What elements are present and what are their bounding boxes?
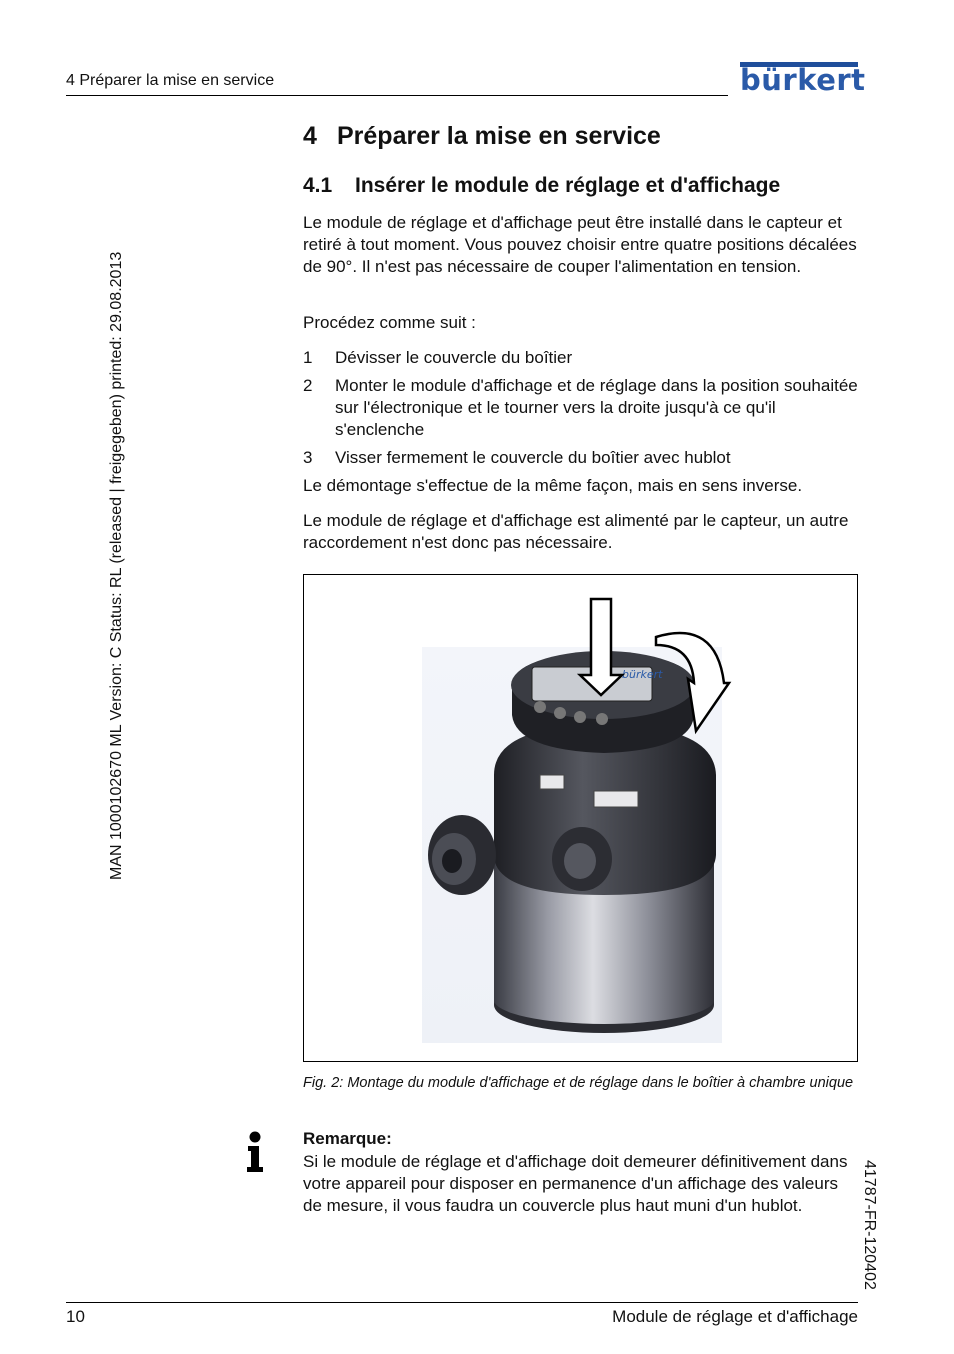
section-number: 4.1 xyxy=(303,174,333,197)
footer-title: Module de réglage et d'affichage xyxy=(612,1307,858,1326)
logo-wordmark: bürkert xyxy=(740,63,866,97)
chapter-heading xyxy=(303,122,661,151)
note-title: Remarque: xyxy=(303,1129,392,1148)
document-number: 41787-FR-120402 xyxy=(861,1160,878,1290)
step-text: Dévisser le couvercle du boîtier xyxy=(335,348,573,367)
section-heading xyxy=(303,174,780,198)
page-number: 10 xyxy=(66,1307,85,1326)
section-title: Insérer le module de réglage et d'affichage xyxy=(355,174,781,197)
step-text: Visser fermement le couvercle du boîtier avec hublot xyxy=(335,448,731,467)
step-text: Monter le module d'affichage et de réglage dans la position souhaitée sur l'électronique et le tourner vers la droite jusqu'à ce qu'il s'enclenche xyxy=(335,376,858,439)
display-brand: bürkert xyxy=(622,668,663,681)
disassembly-paragraph: Le démontage s'effectue de la même façon, mais en sens inverse. xyxy=(303,476,803,495)
figure-frame xyxy=(303,574,858,1062)
info-icon xyxy=(244,1131,266,1173)
note-body: Si le module de réglage et d'affichage doit demeurer définitivement dans votre appareil pour disposer en permanence d'un affichage des valeurs de mesure, il vous faudra un couvercle plus haut muni d'un hublot. xyxy=(303,1152,848,1215)
running-header: 4 Préparer la mise en service xyxy=(66,72,275,89)
figure-caption: Fig. 2: Montage du module d'affichage et de réglage dans le boîtier à chambre unique xyxy=(303,1075,854,1091)
procedure-paragraph: Procédez comme suit : xyxy=(303,313,476,332)
power-paragraph: Le module de réglage et d'affichage est alimenté par le capteur, un autre raccordement n'est donc pas nécessaire. xyxy=(303,511,849,552)
burkert-logo xyxy=(740,62,866,102)
step-number: 2 xyxy=(303,376,313,395)
footer-rule xyxy=(66,1302,858,1303)
document-metadata: MAN 1000102670 ML Version: C Status: RL (released | freigegeben) printed: 29.08.2013 xyxy=(108,251,125,880)
step-item xyxy=(303,447,859,469)
step-number: 3 xyxy=(303,448,313,467)
header-rule xyxy=(66,95,728,96)
step-number: 1 xyxy=(303,348,313,367)
device-illustration xyxy=(304,575,857,1061)
step-item xyxy=(303,375,859,441)
step-item xyxy=(303,347,859,369)
chapter-number: 4 xyxy=(303,122,317,150)
chapter-title: Préparer la mise en service xyxy=(337,122,661,150)
intro-paragraph: Le module de réglage et d'affichage peut être installé dans le capteur et retiré à tout moment. Vous pouvez choisir entre quatre positions décalées de 90°. Il n'est pas nécessaire de couper l'alimentation en tension. xyxy=(303,213,857,276)
